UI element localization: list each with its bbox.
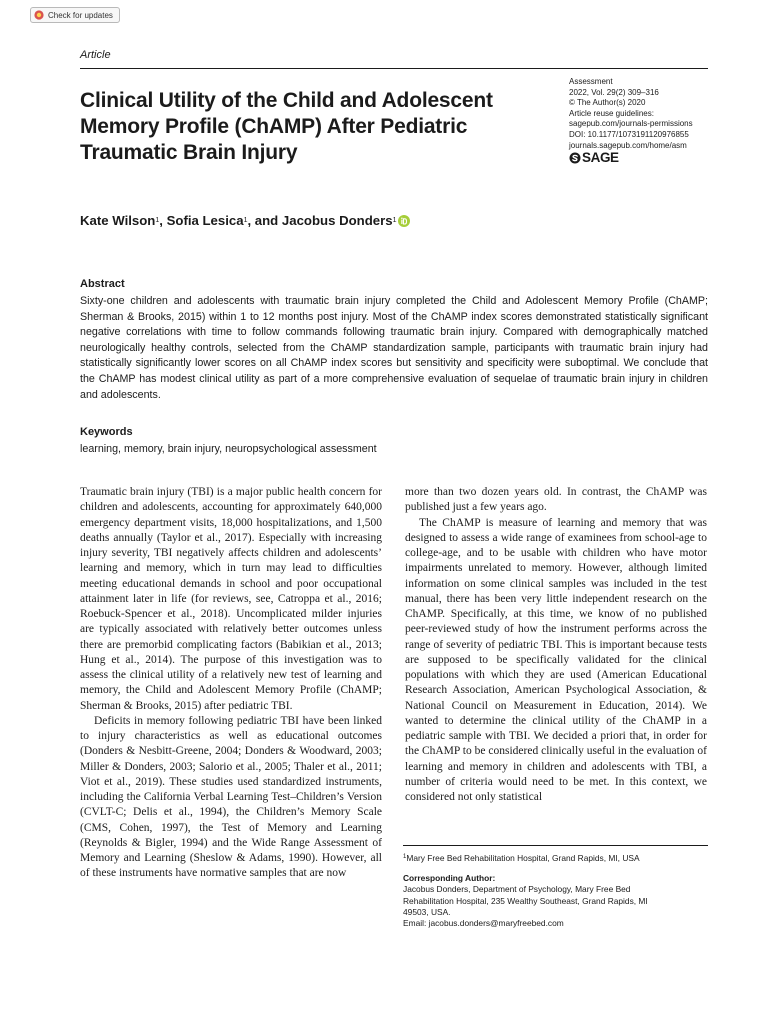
journal-citation: 2022, Vol. 29(2) 309–316 xyxy=(569,87,659,97)
doi-link[interactable]: DOI: 10.1177/1073191120976855 xyxy=(569,129,689,139)
updates-badge-label: Check for updates xyxy=(48,10,113,20)
journal-info xyxy=(569,77,729,164)
body-column-right xyxy=(405,485,707,805)
author-separator: , and xyxy=(247,213,282,228)
header-divider xyxy=(80,68,708,69)
body-paragraph: Traumatic brain injury (TBI) is a major public health concern for children and adolescents, accounting for approximately 640,000 emergency department visits, 18,000 hospitalizations, and 1,500 deaths annually (Taylor et al., 2017). Especially with increasing injury severity, TBI negatively affects children and adolescents’ learning and memory, which in turn may lead to difficulties meeting educational demands in school and poor occupational attainment later in life (for reviews, see, Catroppa et al., 2016; Roebuck-Spencer et al., 2018). Uncomplicated milder injuries are typically associated with relatively better outcomes unless there are premorbid complicating factors (Babikian et al., 2013; Hung et al., 2014). The purpose of this investigation was to assess the clinical utility of a relatively new test of learning and memory, the Child and Adolescent Memory Profile (ChAMP; Sherman & Brooks, 2015) after pediatric TBI. xyxy=(80,486,382,712)
affiliation-marker: 1 xyxy=(243,217,248,224)
article-type-label: Article xyxy=(80,49,111,61)
copyright-line: © The Author(s) 2020 xyxy=(569,98,646,108)
body-column-left xyxy=(80,485,382,882)
body-paragraph: more than two dozen years old. In contrast, the ChAMP was published just a few years ago. xyxy=(405,486,707,514)
footnote-divider xyxy=(403,845,708,846)
author-name[interactable]: Jacobus Donders xyxy=(281,213,393,228)
journal-name: Assessment xyxy=(569,77,613,86)
body-paragraph: The ChAMP is measure of learning and memory that was designed to assess a wide range of examinees from school-age to college-age, and to be usable with children who have motor impairments unrelated to memory. However, although limited information on some clinical samples was included in the test manual, there has been very little independent research on the ChAMP. Specifically, at this time, we know of no published peer-reviewed study of how the instrument performs across the range of severity of pediatric TBI. This is important because tests are supposed to be specifically validated for the clinical populations with which they are used (American Educational Research Association, American Psychological Association, & National Council on Measurement in Education, 2014). We wanted to determine the clinical utility of the ChAMP in a pediatric sample with TBI. We decided a priori that, in order for the ChAMP to be considered clinically useful in the evaluation of learning and memory in children and adolescents with TBI, a number of criteria would need to be met. In this context, we considered not only statistical xyxy=(405,516,707,803)
permissions-link[interactable]: sagepub.com/journals-permissions xyxy=(569,119,693,129)
affiliation-marker: 1 xyxy=(403,854,407,860)
sage-logo-mark xyxy=(569,152,581,164)
author-name[interactable]: Kate Wilson xyxy=(80,213,156,228)
affiliation-text: Mary Free Bed Rehabilitation Hospital, Grand Rapids, MI, USA xyxy=(406,853,640,863)
keywords-heading: Keywords xyxy=(80,426,133,438)
abstract-text: Sixty-one children and adolescents with traumatic brain injury completed the Child and Adolescent Memory Profile (ChAMP; Sherman & Brooks, 2015) within 1 to 12 months post injury. Most of the ChAMP index scores demonstrated statistically significant negative correlations with time to follow commands following traumatic brain injury. Compared with demographically matched neurologically healthy controls, selected from the ChAMP standardization sample, participants with traumatic brain injury had statistically significantly lower scores on all ChAMP index scores but sensitivity and specificity were suboptimal. We conclude that the ChAMP has modest clinical utility as part of a more comprehensive evaluation of sequelae of traumatic brain injury in children and adolescents. xyxy=(80,295,708,401)
corresponding-author-line: Rehabilitation Hospital, 235 Wealthy Southeast, Grand Rapids, MI xyxy=(403,895,648,906)
corresponding-author-line: 49503, USA. xyxy=(403,906,451,917)
orcid-icon[interactable] xyxy=(398,215,410,227)
author-list xyxy=(80,213,410,228)
keywords-list: learning, memory, brain injury, neuropsychological assessment xyxy=(80,443,377,455)
author-name[interactable]: Sofia Lesica xyxy=(166,213,244,228)
check-for-updates-icon xyxy=(34,10,44,20)
sage-logo xyxy=(569,149,729,165)
body-paragraph: Deficits in memory following pediatric TBI have been linked to injury characteristics as well as educational outcomes (Donders & Nesbitt-Greene, 2004; Donders & Woodward, 2003; Miller & Donders, 2003; Salorio et al., 2005; Thaler et al., 2011; Viot et al., 2019). These studies used standardized instruments, including the California Verbal Learning Test–Children’s Version (CVLT-C; Delis et al., 1994), the Children’s Memory Scale (CMS, Cohen, 1997), the Test of Memory and Learning (Reynolds & Bigler, 1994) and the Wide Range Assessment of Memory and Learning (Sheslow & Adams, 1990). However, all of these instruments have normative samples that are now xyxy=(80,714,382,880)
journal-homepage-link[interactable]: journals.sagepub.com/home/asm xyxy=(569,140,687,150)
publisher-name: SAGE xyxy=(582,149,619,165)
author-separator: , xyxy=(159,213,167,228)
affiliation-marker: 1 xyxy=(392,217,397,224)
affiliation-marker: 1 xyxy=(155,217,160,224)
footnote-block xyxy=(403,852,708,929)
corresponding-email[interactable]: Email: jacobus.donders@maryfreebed.com xyxy=(403,918,564,929)
corresponding-author-line: Jacobus Donders, Department of Psychology, Mary Free Bed xyxy=(403,884,631,895)
article-title: Clinical Utility of the Child and Adolescent Memory Profile (ChAMP) After Pediatric Traumatic Brain Injury xyxy=(80,89,493,164)
check-for-updates-button[interactable] xyxy=(30,7,120,23)
reuse-guidelines-label: Article reuse guidelines: xyxy=(569,108,654,118)
affiliation-note xyxy=(403,852,708,864)
corresponding-author-heading: Corresponding Author: xyxy=(403,873,496,884)
abstract-heading: Abstract xyxy=(80,278,125,290)
